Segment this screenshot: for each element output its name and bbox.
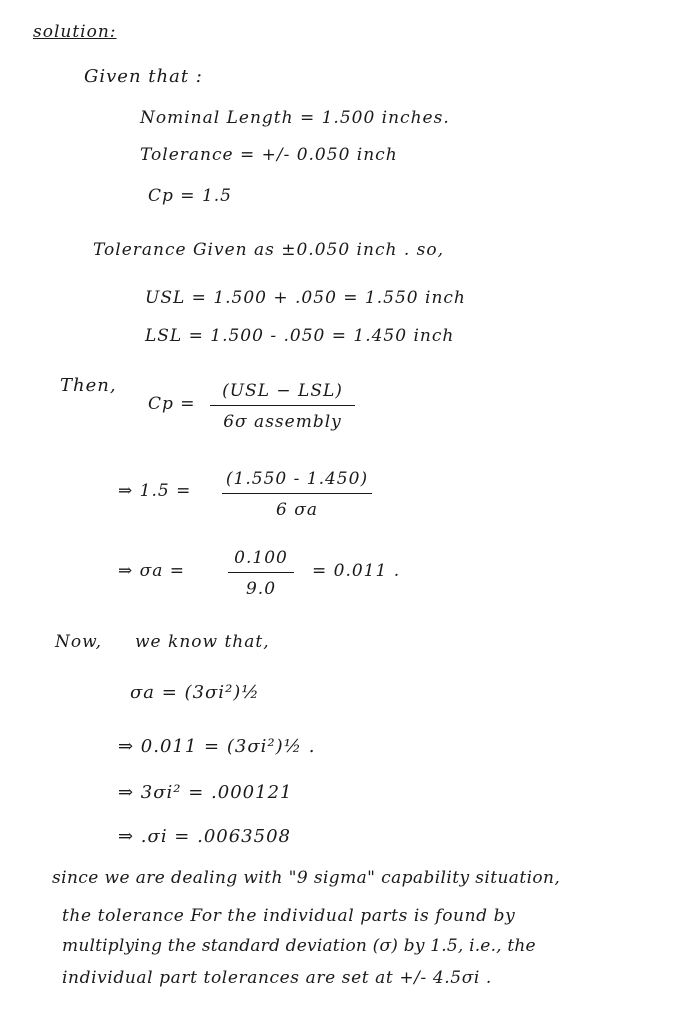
conclusion-line-3: multiplying the standard deviation (σ) by 1.5, i.e., the	[62, 936, 536, 956]
then-label: Then,	[60, 375, 117, 396]
solution-heading: solution:	[33, 22, 117, 42]
step2-numerator: 0.100	[234, 548, 288, 568]
cp-formula-fraction	[210, 381, 355, 432]
step1-denominator: 6 σa	[276, 500, 318, 520]
fraction-bar	[228, 572, 294, 573]
tolerance-given-line: Tolerance Given as ±0.050 inch . so,	[93, 240, 444, 260]
conclusion-line-2: the tolerance For the individual parts is found by	[62, 906, 516, 926]
step1-numerator: (1.550 - 1.450)	[225, 469, 369, 489]
sigma-i-result: ⇒ .σi = .0063508	[118, 826, 291, 847]
given-intro: Given that :	[84, 66, 203, 87]
step2-denominator: 9.0	[245, 579, 277, 599]
fraction-bar	[222, 493, 372, 494]
step1-lhs: ⇒ 1.5 =	[118, 481, 192, 501]
tolerance-line: Tolerance = +/- 0.050 inch	[140, 145, 398, 165]
cp-formula-denominator: 6σ assembly	[223, 412, 342, 432]
sigma-a-equation: σa = (3σi²)½	[130, 682, 260, 703]
we-know-that: we know that,	[135, 632, 270, 652]
nominal-length-line: Nominal Length = 1.500 inches.	[140, 108, 450, 128]
cp-given-line: Cp = 1.5	[148, 186, 232, 206]
cp-formula-numerator: (USL − LSL)	[222, 381, 343, 401]
step1-fraction	[222, 469, 372, 520]
conclusion-line-1: since we are dealing with "9 sigma" capability situation,	[52, 868, 561, 888]
step2-lhs: ⇒ σa =	[118, 561, 186, 581]
usl-line: USL = 1.500 + .050 = 1.550 inch	[145, 288, 466, 308]
step2-fraction	[228, 548, 294, 599]
conclusion-line-4: individual part tolerances are set at +/- 4.5σi .	[62, 968, 492, 988]
lsl-line: LSL = 1.500 - .050 = 1.450 inch	[145, 326, 455, 346]
sigma-substitution: ⇒ 0.011 = (3σi²)½ .	[118, 736, 316, 757]
step2-result: = 0.011 .	[312, 561, 401, 581]
fraction-bar	[210, 405, 355, 406]
three-sigma-squared: ⇒ 3σi² = .000121	[118, 782, 293, 803]
now-label: Now,	[55, 632, 103, 652]
cp-formula-lhs: Cp =	[148, 394, 196, 414]
